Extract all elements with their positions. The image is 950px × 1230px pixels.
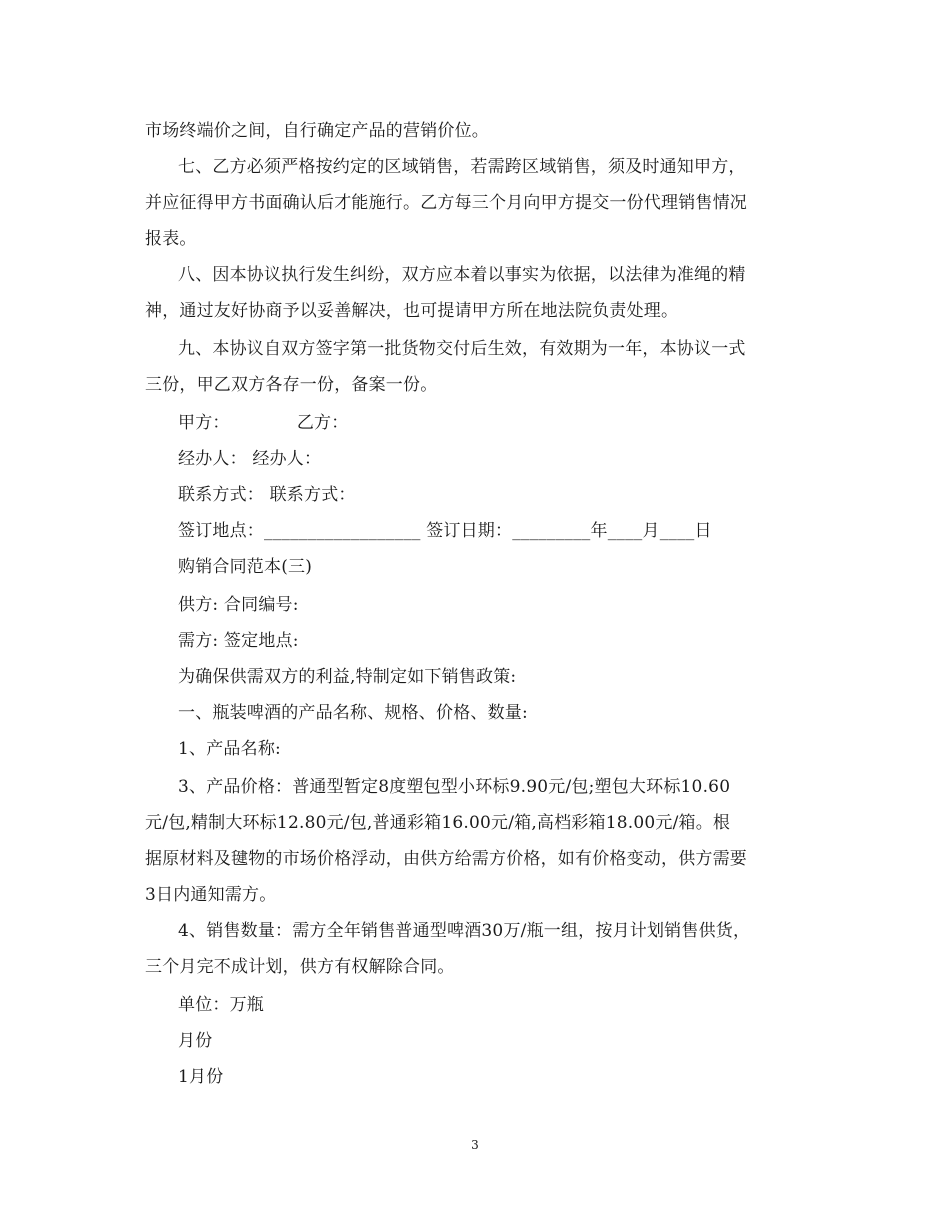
text-line: 市场终端价之间，自行确定产品的营销价位。 xyxy=(145,121,489,141)
text-line: 为确保供需双方的利益,特制定如下销售政策: xyxy=(178,667,517,687)
text-line: 供方: 合同编号: xyxy=(178,595,299,615)
text-line: 三个月完不成计划，供方有权解除合同。 xyxy=(145,957,455,977)
text-line: 3、产品价格：普通型暂定8度塑包型小环标9.90元/包;塑包大环标10.60 xyxy=(178,777,731,797)
text-line: 七、乙方必须严格按约定的区域销售，若需跨区域销售，须及时通知甲方， xyxy=(178,157,746,177)
text-line: 元/包,精制大环标12.80元/包,普通彩箱16.00元/箱,高档彩箱18.00元/箱。根 xyxy=(145,813,731,833)
text-line: 神，通过友好协商予以妥善解决，也可提请甲方所在地法院负责处理。 xyxy=(145,301,679,321)
text-line: 4、销售数量：需方全年销售普通型啤酒30万/瓶一组，按月计划销售供货， xyxy=(178,921,751,941)
text-line: 1、产品名称: xyxy=(178,739,281,759)
signature-parties-line: 甲方： 乙方： xyxy=(178,413,349,433)
text-line: 单位：万瓶 xyxy=(178,995,264,1015)
text-line: 报表。 xyxy=(145,229,197,249)
text-line: 需方: 签定地点: xyxy=(178,631,299,651)
text-line: 三份，甲乙双方各存一份，备案一份。 xyxy=(145,375,438,395)
text-line: 九、本协议自双方签字第一批货物交付后生效，有效期为一年，本协议一式 xyxy=(178,339,746,359)
signing-place-date-line: 签订地点：__________________ 签订日期：_________年____月____日 xyxy=(178,521,712,541)
text-line: 八、因本协议执行发生纠纷，双方应本着以事实为依据，以法律为准绳的精 xyxy=(178,265,746,285)
text-line: 并应征得甲方书面确认后才能施行。乙方每三个月向甲方提交一份代理销售情况 xyxy=(145,193,747,213)
text-line: 1月份 xyxy=(178,1067,224,1087)
page-number: 3 xyxy=(471,1138,479,1152)
section-title: 购销合同范本(三) xyxy=(178,557,313,577)
contact-line: 联系方式： 联系方式： xyxy=(178,485,356,505)
text-line: 3日内通知需方。 xyxy=(145,885,277,905)
agent-line: 经办人： 经办人： xyxy=(178,449,322,469)
text-line: 据原材料及毽物的市场价格浮动，由供方给需方价格，如有价格变动，供方需要 xyxy=(145,849,747,869)
text-line: 一、瓶装啤酒的产品名称、规格、价格、数量: xyxy=(178,703,528,723)
text-line: 月份 xyxy=(178,1031,213,1051)
